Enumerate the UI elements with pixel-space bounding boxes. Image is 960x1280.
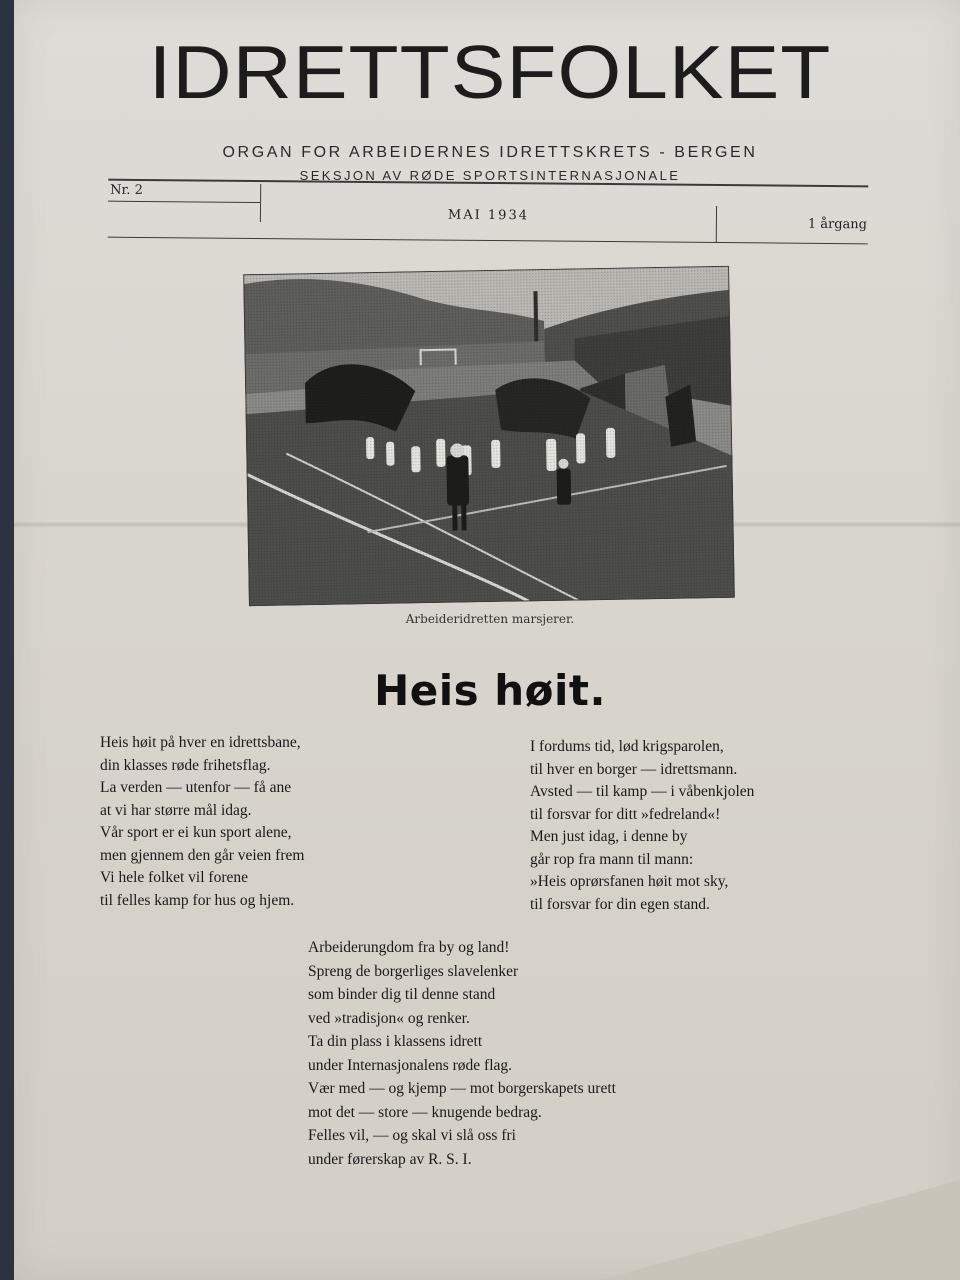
poem-stanza-3 <box>308 936 616 1171</box>
poem-line: Vår sport er ei kun sport alene, <box>100 824 292 841</box>
poem-line: Heis høit på hver en idrettsbane, <box>100 734 301 751</box>
poem-line: ved »tradisjon« og renker. <box>308 1009 470 1027</box>
issue-date: MAI 1934 <box>447 207 530 224</box>
poem-line: Arbeiderungdom fra by og land! <box>308 939 510 956</box>
poem-line: til forsvar for ditt »fedreland«! <box>530 805 721 823</box>
photo-caption: Arbeideridretten marsjerer. <box>405 612 575 626</box>
poem-line: til hver en borger — idrettsmann. <box>530 760 738 778</box>
poem-line: under førerskap av R. S. I. <box>308 1150 472 1168</box>
poem-line: Felles vil, — og skal vi slå oss fri <box>308 1127 516 1144</box>
masthead-title: IDRETTSFOLKET <box>148 30 832 115</box>
poem-title: Heis høit. <box>374 666 606 715</box>
poem-line: til felles kamp for hus og hjem. <box>100 891 295 909</box>
poem-line: Men just idag, i denne by <box>530 828 688 845</box>
subtitle-organ: ORGAN FOR ARBEIDERNES IDRETTSKRETS - BERGEN <box>222 144 758 161</box>
poem-line: Ta din plass i klassens idrett <box>308 1033 483 1050</box>
poem-line: Spreng de borgerliges slavelenker <box>308 962 519 980</box>
poem-stanza-1 <box>100 732 304 912</box>
poem-line: men gjennem den går veien frem <box>100 846 305 864</box>
poem-line: mot det — store — knugende bedrag. <box>308 1103 542 1121</box>
poem-line: din klasses røde frihetsflag. <box>100 756 271 774</box>
poem-line: at vi har større mål idag. <box>100 801 252 819</box>
poem-line: I fordums tid, lød krigsparolen, <box>530 738 724 755</box>
poem-line: under Internasjonalens røde flag. <box>308 1056 513 1074</box>
issue-info-bar <box>108 179 868 245</box>
poem-line: til forsvar for din egen stand. <box>530 895 710 913</box>
volume-label: 1 årgang <box>807 216 868 233</box>
march-photo <box>243 266 735 606</box>
poem-line: som binder dig til denne stand <box>308 986 496 1003</box>
poem-line: Vær med — og kjemp — mot borgerskapets urett <box>308 1080 616 1097</box>
poem-line: Vi hele folket vil forene <box>100 869 248 886</box>
poem-line: »Heis oprørsfanen høit mot sky, <box>530 873 729 890</box>
poem-stanza-2 <box>530 736 754 916</box>
poem-line: La verden — utenfor — få ane <box>100 779 292 796</box>
poem-line: Avsted — til kamp — i våbenkjolen <box>530 783 755 800</box>
poem-line: går rop fra mann til mann: <box>530 850 694 868</box>
issue-number: Nr. 2 <box>110 182 143 198</box>
subtitle-section: SEKSJON AV RØDE SPORTSINTERNASJONALE <box>299 168 681 183</box>
